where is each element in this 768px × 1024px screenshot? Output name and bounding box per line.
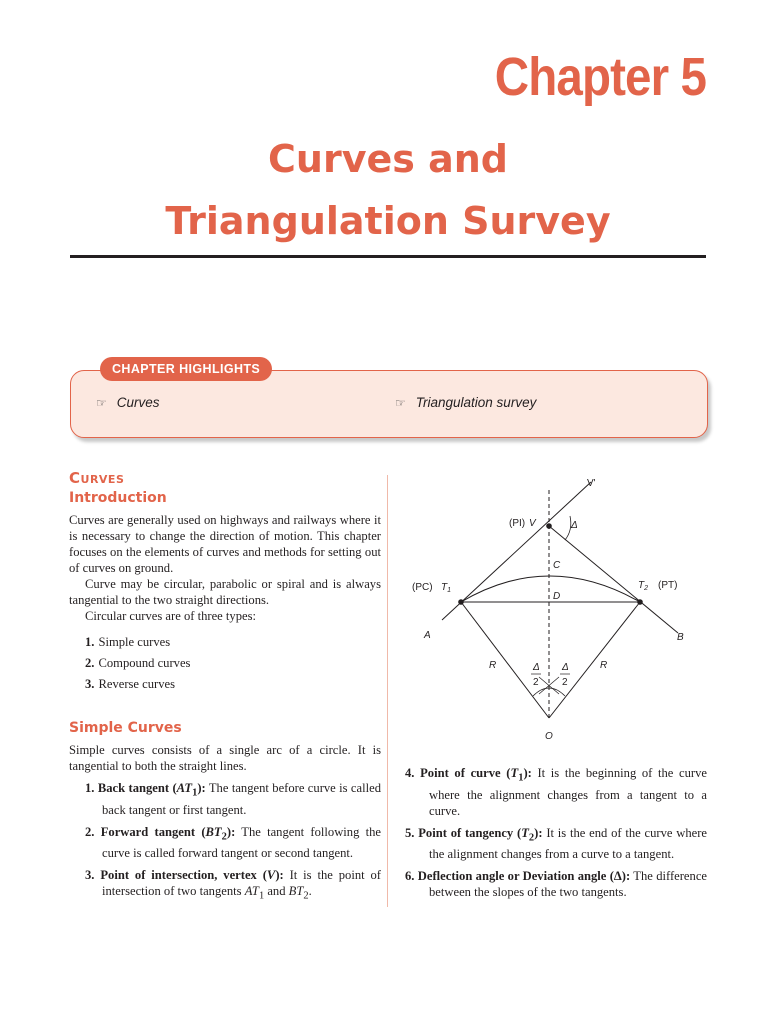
highlight-label: Triangulation survey: [415, 395, 537, 410]
list-item: 3. Reverse curves: [85, 677, 176, 691]
definition-item: 1. Back tangent $(AT_1)$: The tangent before curve is called back tangent or first tangent.: [85, 781, 381, 817]
label-t1: $T_1$: [441, 582, 452, 594]
label-pt: (PT): [658, 580, 678, 591]
label-r-left: R: [489, 660, 497, 671]
tangent-line-back: [442, 482, 591, 620]
label-d: D: [553, 591, 561, 602]
definitions-list: [405, 765, 707, 900]
pointing-hand-icon: ☞: [395, 396, 406, 410]
chapter-title-line2: Triangulation Survey: [165, 199, 611, 243]
intro-paragraph: Curves are generally used on highways and railways where it is necessary to change the direction of motion. This chapter focuses on the elements of curves and methods for setting out of curves on ground.: [69, 513, 381, 575]
label-delta: Δ: [571, 520, 578, 531]
definition-item: 6. Deflection angle or Deviation angle (Δ): The difference between the slopes of the two tangents.: [405, 869, 707, 900]
label-o: O: [545, 731, 553, 742]
title-rule: [70, 255, 706, 258]
label-v: V: [529, 518, 536, 529]
right-column: [405, 765, 707, 906]
introduction-heading: Introduction: [69, 490, 167, 506]
definitions-list: [69, 780, 381, 905]
chapter-title: [70, 128, 706, 252]
label-v-prime: V': [587, 478, 596, 489]
definition-item: 5. Point of tangency $(T_2)$: It is the end of the curve where the alignment changes from a curve to a tangent.: [405, 825, 707, 862]
point-t2: [637, 599, 643, 605]
highlight-item-curves: [96, 395, 160, 410]
label-pi: (PI): [509, 518, 526, 529]
label-half-delta-left-num: Δ: [533, 662, 540, 673]
column-divider: [387, 475, 388, 907]
definition-item: 3. Point of intersection, vertex (V): It is the point of intersection of two tangents $AT_1$ and $BT_2$.: [85, 868, 381, 902]
label-half-delta-right-den: 2: [562, 677, 568, 688]
label-half-delta-left-den: 2: [533, 677, 539, 688]
label-half-delta-right-num: Δ: [562, 662, 569, 673]
intro-paragraph: Circular curves are of three types:: [85, 609, 256, 623]
highlight-item-triangulation: [395, 395, 536, 410]
simple-curves-paragraph: Simple curves consists of a single arc of a circle. It is tangential to both the straight lines.: [69, 743, 381, 773]
label-pc: (PC): [412, 582, 433, 593]
point-t1: [458, 599, 464, 605]
simple-curves-heading: Simple Curves: [69, 720, 182, 736]
simple-curve-diagram: [395, 470, 705, 750]
radius-line-right: [549, 602, 640, 718]
intro-paragraph: Curve may be circular, parabolic or spiral and is always tangential to the two straight directions.: [69, 577, 381, 607]
label-c: C: [553, 560, 561, 571]
definition-item: 2. Forward tangent $(BT_2)$: The tangent following the curve is called forward tangent or second tangent.: [85, 824, 382, 861]
label-t2: $T_2$: [638, 580, 649, 592]
chapter-number: Chapter 5: [494, 47, 706, 107]
list-item: 1. Simple curves: [85, 635, 171, 649]
curve-types-list: [69, 634, 381, 692]
point-v: [546, 523, 552, 529]
left-column: [69, 470, 381, 911]
label-r-right: R: [600, 660, 608, 671]
deflection-angle-arc: [565, 516, 571, 540]
section-title: Curves: [69, 469, 125, 487]
label-a: A: [424, 630, 431, 641]
radius-line-left: [461, 602, 549, 718]
chapter-highlights-tab: CHAPTER HIGHLIGHTS: [100, 357, 272, 381]
definition-item: 4. Point of curve $(T_1)$: It is the beginning of the curve where the alignment changes from a tangent to a curve.: [405, 766, 708, 818]
pointing-hand-icon: ☞: [96, 396, 107, 410]
highlight-label: Curves: [116, 395, 160, 410]
curve-arc: [461, 576, 640, 602]
chapter-title-line1: Curves and: [268, 137, 508, 181]
list-item: 2. Compound curves: [85, 656, 191, 670]
label-b: B: [677, 632, 684, 643]
